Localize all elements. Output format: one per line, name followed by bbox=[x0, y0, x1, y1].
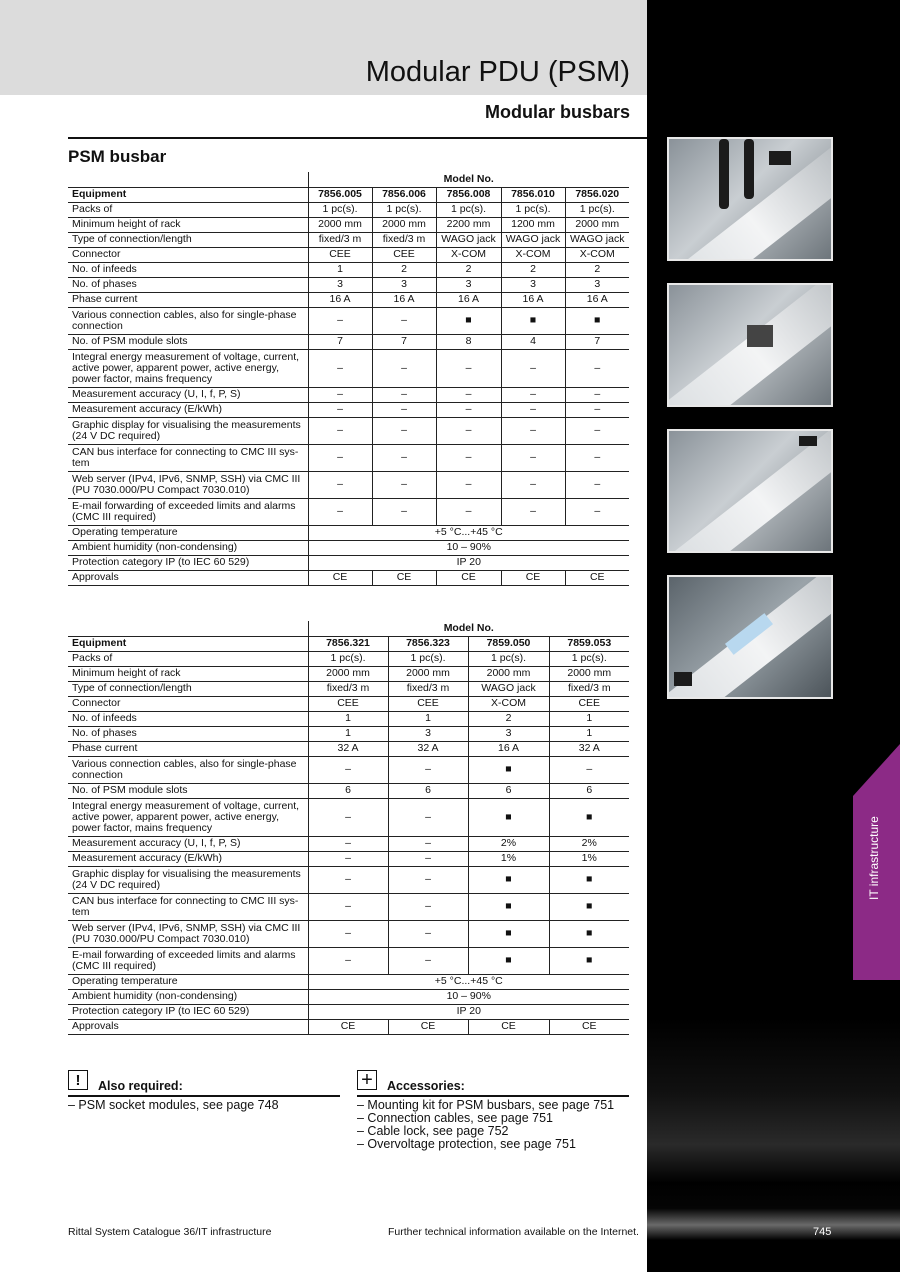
table-row bbox=[68, 989, 629, 1004]
row-value: 1 bbox=[388, 711, 468, 726]
row-value: ■ bbox=[468, 866, 549, 893]
row-value: – bbox=[565, 498, 629, 525]
row-value: ■ bbox=[549, 798, 629, 836]
list-item[interactable]: – Overvoltage protection, see page 751 bbox=[357, 1137, 576, 1151]
model-number: 7856.020 bbox=[565, 187, 629, 202]
table-row bbox=[68, 836, 629, 851]
row-value: – bbox=[372, 471, 436, 498]
row-label: Packs of bbox=[68, 202, 308, 217]
row-label: CAN bus interface for connecting to CMC III sys-tem bbox=[68, 893, 308, 920]
row-value: 16 A bbox=[565, 292, 629, 307]
row-value: CE bbox=[372, 570, 436, 585]
table-row bbox=[68, 893, 629, 920]
row-value: – bbox=[308, 836, 388, 851]
row-value: 2 bbox=[372, 262, 436, 277]
equipment-label: Equipment bbox=[68, 636, 308, 651]
also-required-rule bbox=[68, 1095, 340, 1097]
row-value: ■ bbox=[501, 307, 565, 334]
row-value: CEE bbox=[388, 696, 468, 711]
row-value: X-COM bbox=[468, 696, 549, 711]
row-value: – bbox=[308, 417, 372, 444]
row-label: Integral energy measurement of voltage, current, active power, apparent power, active energy, power factor, mains frequency bbox=[68, 349, 308, 387]
row-value: 8 bbox=[436, 334, 501, 349]
row-value: WAGO jack bbox=[501, 232, 565, 247]
row-value: WAGO jack bbox=[565, 232, 629, 247]
row-label: Minimum height of rack bbox=[68, 666, 308, 681]
table-row bbox=[68, 525, 629, 540]
table-row bbox=[68, 217, 629, 232]
row-value: – bbox=[565, 444, 629, 471]
product-photo-4 bbox=[667, 575, 833, 699]
row-value: – bbox=[436, 417, 501, 444]
list-item[interactable]: – Mounting kit for PSM busbars, see page 751 bbox=[357, 1098, 615, 1112]
row-value: ■ bbox=[565, 307, 629, 334]
row-value: 16 A bbox=[308, 292, 372, 307]
row-value: 32 A bbox=[308, 741, 388, 756]
row-value: 2% bbox=[468, 836, 549, 851]
table-row bbox=[68, 262, 629, 277]
row-value: 1 pc(s). bbox=[436, 202, 501, 217]
row-value: 2000 mm bbox=[372, 217, 436, 232]
table-row bbox=[68, 947, 629, 974]
row-value: 10 – 90% bbox=[308, 989, 629, 1004]
row-value: CE bbox=[308, 1019, 388, 1034]
row-value: fixed/3 m bbox=[388, 681, 468, 696]
table-row bbox=[68, 783, 629, 798]
table-row bbox=[68, 402, 629, 417]
row-value: CE bbox=[501, 570, 565, 585]
row-value: X-COM bbox=[501, 247, 565, 262]
table-row bbox=[68, 651, 629, 666]
row-value: 2000 mm bbox=[565, 217, 629, 232]
table-row bbox=[68, 444, 629, 471]
row-value: – bbox=[388, 920, 468, 947]
model-number: 7856.323 bbox=[388, 636, 468, 651]
row-value: 16 A bbox=[501, 292, 565, 307]
row-value: – bbox=[501, 402, 565, 417]
row-value: – bbox=[388, 756, 468, 783]
table-row bbox=[68, 798, 629, 836]
row-label: E-mail forwarding of exceeded limits and alarms (CMC III required) bbox=[68, 947, 308, 974]
table-row bbox=[68, 498, 629, 525]
row-value: ■ bbox=[468, 920, 549, 947]
row-value: IP 20 bbox=[308, 1004, 629, 1019]
table-row bbox=[68, 1004, 629, 1019]
row-value: 2000 mm bbox=[468, 666, 549, 681]
row-value: CE bbox=[436, 570, 501, 585]
row-value: CE bbox=[388, 1019, 468, 1034]
row-value: – bbox=[308, 756, 388, 783]
table-row bbox=[68, 202, 629, 217]
row-value: – bbox=[388, 866, 468, 893]
row-value: 1 bbox=[308, 711, 388, 726]
row-label: Approvals bbox=[68, 570, 308, 585]
row-value: – bbox=[565, 387, 629, 402]
row-value: – bbox=[388, 893, 468, 920]
row-value: 2000 mm bbox=[388, 666, 468, 681]
row-value: fixed/3 m bbox=[549, 681, 629, 696]
product-photo-1 bbox=[667, 137, 833, 261]
row-value: – bbox=[565, 471, 629, 498]
model-header-row bbox=[68, 621, 629, 636]
row-value: 1 pc(s). bbox=[308, 202, 372, 217]
table-row bbox=[68, 247, 629, 262]
table-row bbox=[68, 349, 629, 387]
table-row bbox=[68, 756, 629, 783]
row-label: Web server (IPv4, IPv6, SNMP, SSH) via CMC III (PU 7030.000/PU Compact 7030.010) bbox=[68, 471, 308, 498]
row-value: fixed/3 m bbox=[372, 232, 436, 247]
row-value: ■ bbox=[468, 893, 549, 920]
row-value: WAGO jack bbox=[468, 681, 549, 696]
row-value: 6 bbox=[468, 783, 549, 798]
product-photo-3 bbox=[667, 429, 833, 553]
model-no-header: Model No. bbox=[308, 172, 629, 187]
row-value: 3 bbox=[436, 277, 501, 292]
footer-center: Further technical information available on the Internet. bbox=[388, 1226, 639, 1238]
row-label: Phase current bbox=[68, 292, 308, 307]
row-value: 1 pc(s). bbox=[549, 651, 629, 666]
model-no-header: Model No. bbox=[308, 621, 629, 636]
table-row bbox=[68, 711, 629, 726]
table-row bbox=[68, 277, 629, 292]
row-label: Measurement accuracy (U, I, f, P, S) bbox=[68, 387, 308, 402]
chapter-tab-label: IT infrastructure bbox=[867, 816, 881, 900]
model-header-row bbox=[68, 172, 629, 187]
header-rule bbox=[68, 137, 647, 139]
row-value: – bbox=[388, 851, 468, 866]
row-value: – bbox=[436, 498, 501, 525]
row-value: 2200 mm bbox=[436, 217, 501, 232]
row-value: 3 bbox=[308, 277, 372, 292]
row-label: Operating temperature bbox=[68, 525, 308, 540]
row-value: CE bbox=[308, 570, 372, 585]
table-row bbox=[68, 696, 629, 711]
section-heading: PSM busbar bbox=[68, 147, 167, 166]
row-value: X-COM bbox=[565, 247, 629, 262]
table-row bbox=[68, 726, 629, 741]
row-value: – bbox=[372, 498, 436, 525]
footer-left: Rittal System Catalogue 36/IT infrastructure bbox=[68, 1226, 272, 1238]
row-value: 1 bbox=[308, 726, 388, 741]
row-value: 6 bbox=[549, 783, 629, 798]
row-label: No. of PSM module slots bbox=[68, 334, 308, 349]
table-row bbox=[68, 471, 629, 498]
row-value: – bbox=[308, 349, 372, 387]
row-value: 3 bbox=[468, 726, 549, 741]
row-value: 3 bbox=[565, 277, 629, 292]
row-value: CEE bbox=[308, 696, 388, 711]
row-value: 16 A bbox=[372, 292, 436, 307]
row-value: – bbox=[308, 920, 388, 947]
accessories-rule bbox=[357, 1095, 629, 1097]
row-value: – bbox=[565, 349, 629, 387]
row-value: – bbox=[308, 387, 372, 402]
row-value: 1 pc(s). bbox=[388, 651, 468, 666]
row-value: 3 bbox=[501, 277, 565, 292]
row-label: Ambient humidity (non-condensing) bbox=[68, 989, 308, 1004]
row-label: E-mail forwarding of exceeded limits and alarms (CMC III required) bbox=[68, 498, 308, 525]
row-label: Type of connection/length bbox=[68, 681, 308, 696]
row-value: – bbox=[308, 947, 388, 974]
table-row bbox=[68, 334, 629, 349]
row-label: No. of infeeds bbox=[68, 262, 308, 277]
row-value: – bbox=[436, 444, 501, 471]
row-value: 1% bbox=[549, 851, 629, 866]
row-value: 16 A bbox=[468, 741, 549, 756]
row-value: 3 bbox=[372, 277, 436, 292]
row-value: – bbox=[501, 417, 565, 444]
row-value: – bbox=[388, 836, 468, 851]
row-value: – bbox=[308, 866, 388, 893]
exclamation-icon: ! bbox=[68, 1070, 88, 1090]
row-label: CAN bus interface for connecting to CMC III sys-tem bbox=[68, 444, 308, 471]
row-value: CEE bbox=[308, 247, 372, 262]
row-value: ■ bbox=[549, 866, 629, 893]
row-value: IP 20 bbox=[308, 555, 629, 570]
spec-table-2 bbox=[68, 621, 629, 1035]
also-required-heading: Also required: bbox=[98, 1079, 183, 1093]
row-value: 1 pc(s). bbox=[372, 202, 436, 217]
row-value: 2 bbox=[436, 262, 501, 277]
row-value: 4 bbox=[501, 334, 565, 349]
row-value: 1200 mm bbox=[501, 217, 565, 232]
row-value: – bbox=[565, 402, 629, 417]
page-subtitle: Modular busbars bbox=[484, 102, 630, 122]
table-row bbox=[68, 1019, 629, 1034]
row-value: – bbox=[372, 387, 436, 402]
row-label: Measurement accuracy (U, I, f, P, S) bbox=[68, 836, 308, 851]
table-row bbox=[68, 417, 629, 444]
model-number: 7856.006 bbox=[372, 187, 436, 202]
row-value: ■ bbox=[436, 307, 501, 334]
row-value: 32 A bbox=[549, 741, 629, 756]
table-row bbox=[68, 307, 629, 334]
row-label: Operating temperature bbox=[68, 974, 308, 989]
list-item: – PSM socket modules, see page 748 bbox=[68, 1098, 279, 1112]
row-value: – bbox=[372, 349, 436, 387]
table-row bbox=[68, 851, 629, 866]
model-number: 7856.321 bbox=[308, 636, 388, 651]
model-number: 7856.005 bbox=[308, 187, 372, 202]
row-value: – bbox=[565, 417, 629, 444]
row-value: 3 bbox=[388, 726, 468, 741]
row-value: – bbox=[308, 851, 388, 866]
row-value: – bbox=[372, 307, 436, 334]
row-value: – bbox=[501, 349, 565, 387]
accessories-list bbox=[357, 1099, 614, 1151]
row-label: No. of infeeds bbox=[68, 711, 308, 726]
row-label: No. of PSM module slots bbox=[68, 783, 308, 798]
row-label: Graphic display for visualising the measurements (24 V DC required) bbox=[68, 417, 308, 444]
row-value: – bbox=[501, 471, 565, 498]
row-label: Protection category IP (to IEC 60 529) bbox=[68, 1004, 308, 1019]
row-label: Measurement accuracy (E/kWh) bbox=[68, 402, 308, 417]
row-value: 1 pc(s). bbox=[501, 202, 565, 217]
row-value: – bbox=[501, 498, 565, 525]
table-row bbox=[68, 570, 629, 585]
row-value: – bbox=[308, 444, 372, 471]
row-label: Approvals bbox=[68, 1019, 308, 1034]
also-required-list bbox=[68, 1099, 279, 1112]
row-label: Measurement accuracy (E/kWh) bbox=[68, 851, 308, 866]
row-label: Packs of bbox=[68, 651, 308, 666]
row-value: – bbox=[308, 471, 372, 498]
row-label: Connector bbox=[68, 247, 308, 262]
row-value: ■ bbox=[468, 798, 549, 836]
row-value: – bbox=[308, 402, 372, 417]
row-value: +5 °C...+45 °C bbox=[308, 974, 629, 989]
row-value: – bbox=[372, 417, 436, 444]
row-value: WAGO jack bbox=[436, 232, 501, 247]
model-number: 7859.053 bbox=[549, 636, 629, 651]
row-value: – bbox=[308, 893, 388, 920]
row-label: No. of phases bbox=[68, 726, 308, 741]
row-value: 6 bbox=[308, 783, 388, 798]
table-row bbox=[68, 974, 629, 989]
row-value: 32 A bbox=[388, 741, 468, 756]
table-row bbox=[68, 387, 629, 402]
row-label: Various connection cables, also for single-phase connection bbox=[68, 307, 308, 334]
row-value: ■ bbox=[549, 947, 629, 974]
row-value: 1 pc(s). bbox=[468, 651, 549, 666]
table-row bbox=[68, 555, 629, 570]
row-label: Phase current bbox=[68, 741, 308, 756]
accessories-heading: Accessories: bbox=[387, 1079, 465, 1093]
equipment-row bbox=[68, 636, 629, 651]
row-value: CEE bbox=[549, 696, 629, 711]
table-row bbox=[68, 540, 629, 555]
row-value: – bbox=[436, 471, 501, 498]
equipment-row bbox=[68, 187, 629, 202]
row-value: ■ bbox=[549, 893, 629, 920]
row-value: – bbox=[436, 402, 501, 417]
table-row bbox=[68, 681, 629, 696]
row-label: Web server (IPv4, IPv6, SNMP, SSH) via CMC III (PU 7030.000/PU Compact 7030.010) bbox=[68, 920, 308, 947]
row-value: – bbox=[372, 402, 436, 417]
row-value: – bbox=[436, 387, 501, 402]
list-item[interactable]: – Cable lock, see page 752 bbox=[357, 1124, 509, 1138]
row-label: Graphic display for visualising the measurements (24 V DC required) bbox=[68, 866, 308, 893]
row-value: – bbox=[501, 444, 565, 471]
row-label: Protection category IP (to IEC 60 529) bbox=[68, 555, 308, 570]
model-number: 7856.008 bbox=[436, 187, 501, 202]
row-value: 1 bbox=[549, 711, 629, 726]
row-value: 7 bbox=[565, 334, 629, 349]
row-value: 1 pc(s). bbox=[308, 651, 388, 666]
row-value: 2 bbox=[565, 262, 629, 277]
row-value: CEE bbox=[372, 247, 436, 262]
product-photo-2 bbox=[667, 283, 833, 407]
row-value: X-COM bbox=[436, 247, 501, 262]
list-item[interactable]: – Connection cables, see page 751 bbox=[357, 1111, 553, 1125]
row-value: – bbox=[308, 498, 372, 525]
row-value: ■ bbox=[468, 947, 549, 974]
row-value: +5 °C...+45 °C bbox=[308, 525, 629, 540]
row-value: 2 bbox=[468, 711, 549, 726]
table-row bbox=[68, 232, 629, 247]
row-value: 2000 mm bbox=[308, 666, 388, 681]
row-label: Minimum height of rack bbox=[68, 217, 308, 232]
row-value: fixed/3 m bbox=[308, 232, 372, 247]
row-value: ■ bbox=[549, 920, 629, 947]
row-value: – bbox=[388, 947, 468, 974]
row-value: 2000 mm bbox=[308, 217, 372, 232]
row-value: 1 bbox=[549, 726, 629, 741]
row-value: 16 A bbox=[436, 292, 501, 307]
row-label: Integral energy measurement of voltage, current, active power, apparent power, active energy, power factor, mains frequency bbox=[68, 798, 308, 836]
row-value: 1 bbox=[308, 262, 372, 277]
row-value: – bbox=[549, 756, 629, 783]
row-value: – bbox=[388, 798, 468, 836]
row-value: CE bbox=[565, 570, 629, 585]
model-number: 7859.050 bbox=[468, 636, 549, 651]
row-label: Ambient humidity (non-condensing) bbox=[68, 540, 308, 555]
row-value: CE bbox=[468, 1019, 549, 1034]
model-number: 7856.010 bbox=[501, 187, 565, 202]
row-value: CE bbox=[549, 1019, 629, 1034]
row-value: – bbox=[372, 444, 436, 471]
table-row bbox=[68, 920, 629, 947]
row-value: 7 bbox=[372, 334, 436, 349]
row-value: – bbox=[308, 798, 388, 836]
row-value: – bbox=[501, 387, 565, 402]
row-value: 2 bbox=[501, 262, 565, 277]
row-value: 10 – 90% bbox=[308, 540, 629, 555]
table-row bbox=[68, 666, 629, 681]
row-value: 1% bbox=[468, 851, 549, 866]
row-value: – bbox=[308, 307, 372, 334]
table-row bbox=[68, 292, 629, 307]
row-value: – bbox=[436, 349, 501, 387]
table-row bbox=[68, 741, 629, 756]
row-value: 2% bbox=[549, 836, 629, 851]
row-value: 6 bbox=[388, 783, 468, 798]
plus-icon: + bbox=[357, 1070, 377, 1090]
row-value: 7 bbox=[308, 334, 372, 349]
page-number: 745 bbox=[813, 1226, 832, 1238]
row-label: No. of phases bbox=[68, 277, 308, 292]
row-value: ■ bbox=[468, 756, 549, 783]
table-row bbox=[68, 866, 629, 893]
row-value: fixed/3 m bbox=[308, 681, 388, 696]
page-title: Modular PDU (PSM) bbox=[365, 56, 630, 88]
row-label: Connector bbox=[68, 696, 308, 711]
row-value: 1 pc(s). bbox=[565, 202, 629, 217]
row-label: Various connection cables, also for single-phase connection bbox=[68, 756, 308, 783]
spec-table-1 bbox=[68, 172, 629, 586]
row-label: Type of connection/length bbox=[68, 232, 308, 247]
row-value: 2000 mm bbox=[549, 666, 629, 681]
equipment-label: Equipment bbox=[68, 187, 308, 202]
